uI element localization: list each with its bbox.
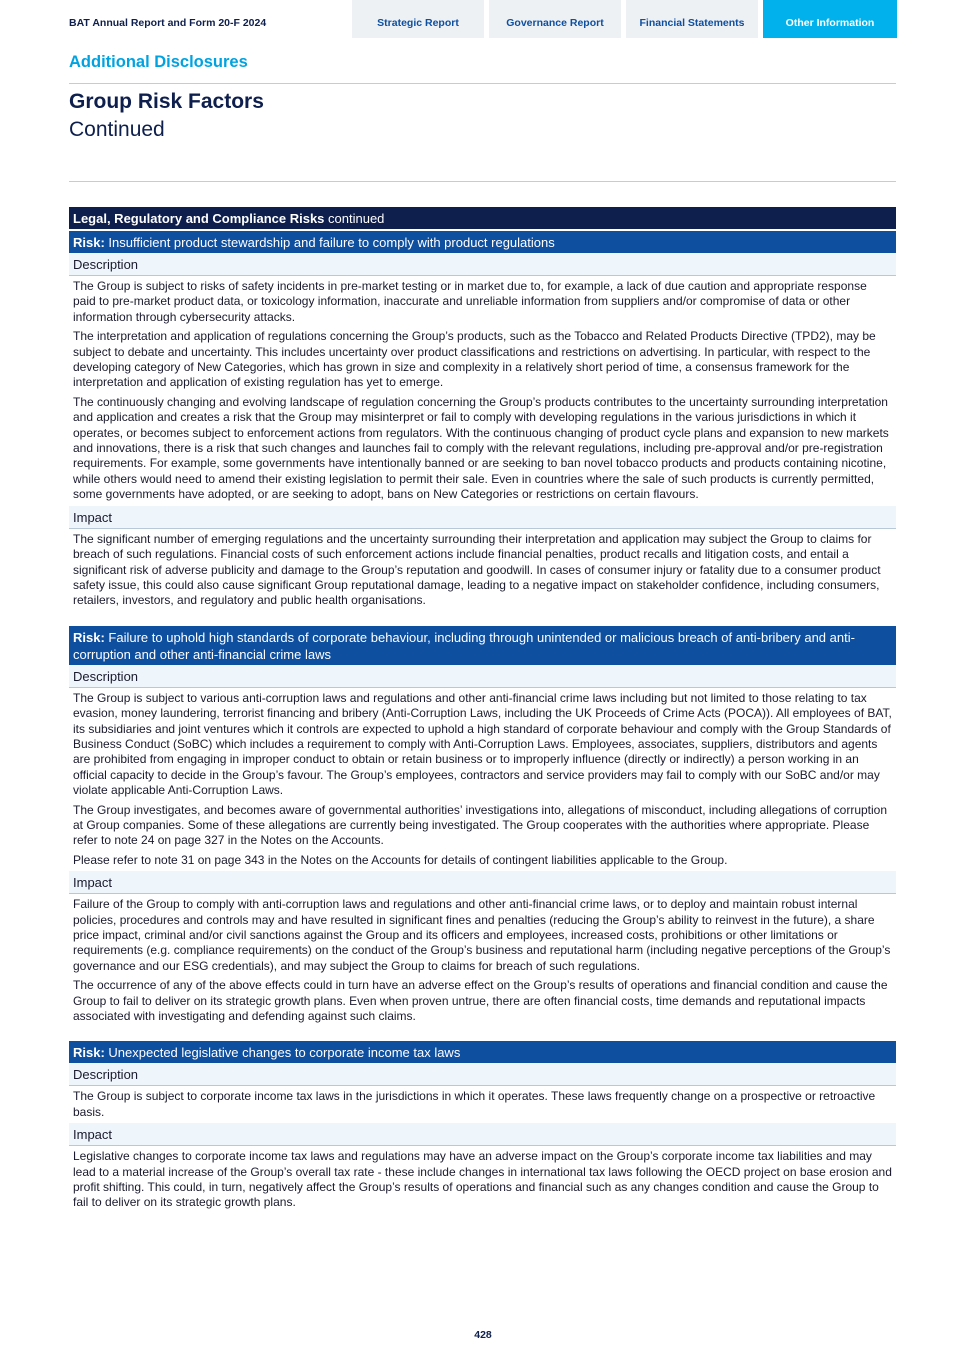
risk-header: [69, 626, 896, 665]
impact-body: [69, 1146, 896, 1214]
impact-label: Impact: [69, 506, 896, 529]
paragraph: The Group is subject to risks of safety incidents in pre-market testing or in market due to, for example, a lack of due caution and appropriate response paid to pre-market product data, or toxicology information, inaccurate and unreliable information from suppliers and/or compromise of data or other information through cybersecurity attacks.: [73, 279, 867, 324]
page-number: 428: [474, 1329, 492, 1341]
paragraph: Legislative changes to corporate income tax laws and regulations may have an adverse impact on the Group’s corporate income tax liabilities and may lead to a material increase of the Group’s overall tax rate - these include changes in international tax laws following the OECD project on base erosion and profit shifting. This could, in turn, negatively affect the Group’s results of operations and financial such as any changes condition and cause the Group to fail to deliver on its strategic growth plans.: [73, 1149, 892, 1210]
impact-label: Impact: [69, 871, 896, 894]
section-label: Additional Disclosures: [69, 53, 248, 71]
divider: [69, 83, 896, 84]
paragraph: The significant number of emerging regulations and the uncertainty surrounding their interpretation and application may subject the Group to claims for breach of such regulations. Financial costs of such enforcement actions include financial penalties, product recalls and litigation costs, and entail a significant risk of adverse publicity and damage to the Group’s reputation and goodwill. In cases of consumer injury or fatality due to a consumer product safety issue, this could also cause significant Group reputational damage, leading to a negative impact on stakeholder confidence, including consumers, retailers, investors, and regulatory and public health organisations.: [73, 531, 881, 608]
risk-header: [69, 1041, 896, 1063]
paragraph: The continuously changing and evolving landscape of regulation concerning the Group’s products contributes to the uncertainty surrounding interpretation and application and creates a risk that the Group may misinterpret or fail to comply with developing regulations in the various jurisdictions in which it operates, or becomes subject to enforcement actions from regulators. With the continuous changing of product cycle plans and expansion to new markets and innovations, there is a risk that such changes and launches fail to comply with the relevant regulations, including pre-approval and/or pre-registration requirements. For example, some governments have intentionally banned or are seeking to ban novel tobacco products and products containing nicotine, while others would need to amend their existing legislation to permit their sale. Even in countries where the sale of such products is currently permitted, some governments have adopted, or are seeking to adopt, bans on New Categories or restrictions on certain flavours.: [73, 394, 889, 502]
category-suffix: continued: [324, 211, 385, 226]
risk-title: Insufficient product stewardship and failure to comply with product regulations: [104, 235, 555, 250]
risk-table: [69, 207, 896, 1214]
paragraph: The interpretation and application of regulations concerning the Group’s products, such as the Tobacco and Related Products Directive (TPD2), may be subject to debate and uncertainty. This includes uncertainty over product classifications and restrictions on advertising. In particular, with respect to the developing category of New Categories, which has grown in size and complexity in a relatively short period of time, a consensus framework for the interpretation and application of existing regulation has yet to emerge.: [73, 329, 876, 390]
description-body: [69, 1086, 896, 1123]
description-label: Description: [69, 665, 896, 688]
top-navigation: [0, 0, 966, 38]
impact-body: [69, 894, 896, 1027]
paragraph: Please refer to note 31 on page 343 in the Notes on the Accounts for details of contingent liabilities applicable to the Group.: [73, 852, 728, 867]
description-body: [69, 688, 896, 871]
tab-other-information[interactable]: Other Information: [763, 0, 897, 38]
description-label: Description: [69, 253, 896, 276]
risk-title: Unexpected legislative changes to corporate income tax laws: [104, 1045, 461, 1061]
impact-label: Impact: [69, 1123, 896, 1146]
category-header: [69, 207, 896, 229]
paragraph: The Group is subject to various anti-corruption laws and regulations and other anti-financial crime laws including but not limited to those relating to tax evasion, money laundering, terrorist financing and bribery (Anti-Corruption Laws, including the UK Proceeds of Crime Acts (POCA)). All employees of BAT, its subsidiaries and joint ventures which it controls are expected to uphold a high standard of corporate behaviour and comply with the Group Standards of Business Conduct (SoBC) which includes a requirement to comply with Anti-Corruption Laws. Employees, associates, suppliers, distributors and agents are prohibited from engaging in improper conduct to obtain or retain business or to improperly influence (directly or indirectly) a person working in an official capacity to decide in the Group’s favour. The Group’s employees, contractors and service providers may fail to comply with our SoBC and/or may violate applicable Anti-Corruption Laws.: [73, 690, 892, 798]
paragraph: The Group is subject to corporate income tax laws in the jurisdictions in which it operates. These laws frequently change on a prospective or retroactive basis.: [73, 1089, 876, 1119]
risk-prefix: Risk:: [73, 629, 105, 645]
paragraph: The Group investigates, and becomes aware of governmental authorities’ investigations into, allegations of misconduct, including allegations of corruption at Group companies. Some of these allegations are currently being investigated. The Group cooperates with the authorities where appropriate. Please refer to note 24 on page 327 in the Notes on the Accounts.: [73, 802, 888, 848]
category-title: Legal, Regulatory and Compliance Risks: [73, 211, 325, 226]
description-label: Description: [69, 1063, 896, 1086]
risk-prefix: Risk:: [73, 235, 105, 250]
page-subtitle: Continued: [69, 118, 165, 141]
tab-governance-report[interactable]: Governance Report: [489, 0, 621, 38]
description-body: [69, 276, 896, 506]
paragraph: Failure of the Group to comply with anti-corruption laws and regulations and other anti-financial crime laws, or to deploy and maintain robust internal policies, procedures and controls may and have resulted in significant fines and penalties (reducing the Group’s ability to reinvest in the future), a share price impact, criminal and/or civil sanctions against the Group and its officers and employees, increased costs, prohibitions or other limitations or requirements (e.g. compliance requirements) on the conduct of the Group’s business and reputational harm (including negative perceptions of the Group’s governance and our ESG credentials), and may subject the Group to claims for breach of such regulations.: [73, 897, 891, 973]
tab-financial-statements[interactable]: Financial Statements: [626, 0, 758, 38]
divider: [69, 181, 896, 182]
paragraph: The occurrence of any of the above effects could in turn have an adverse effect on the Group’s results of operations and financial condition and cause the Group to fail to deliver on its strategic growth plans. Even when proven untrue, there are often financial costs, time demands and reputational impacts associated with investigating and defending against such claims.: [73, 978, 888, 1024]
risk-title: Failure to uphold high standards of corporate behaviour, including through unintended or malicious breach of anti-bribery and anti-corruption and other anti-financial crime laws: [73, 629, 855, 662]
report-title: BAT Annual Report and Form 20-F 2024: [69, 17, 267, 29]
impact-body: [69, 529, 896, 612]
risk-prefix: Risk:: [73, 1045, 105, 1061]
page-title: Group Risk Factors: [69, 90, 264, 113]
tab-strategic-report[interactable]: Strategic Report: [352, 0, 484, 38]
risk-header: [69, 231, 896, 253]
